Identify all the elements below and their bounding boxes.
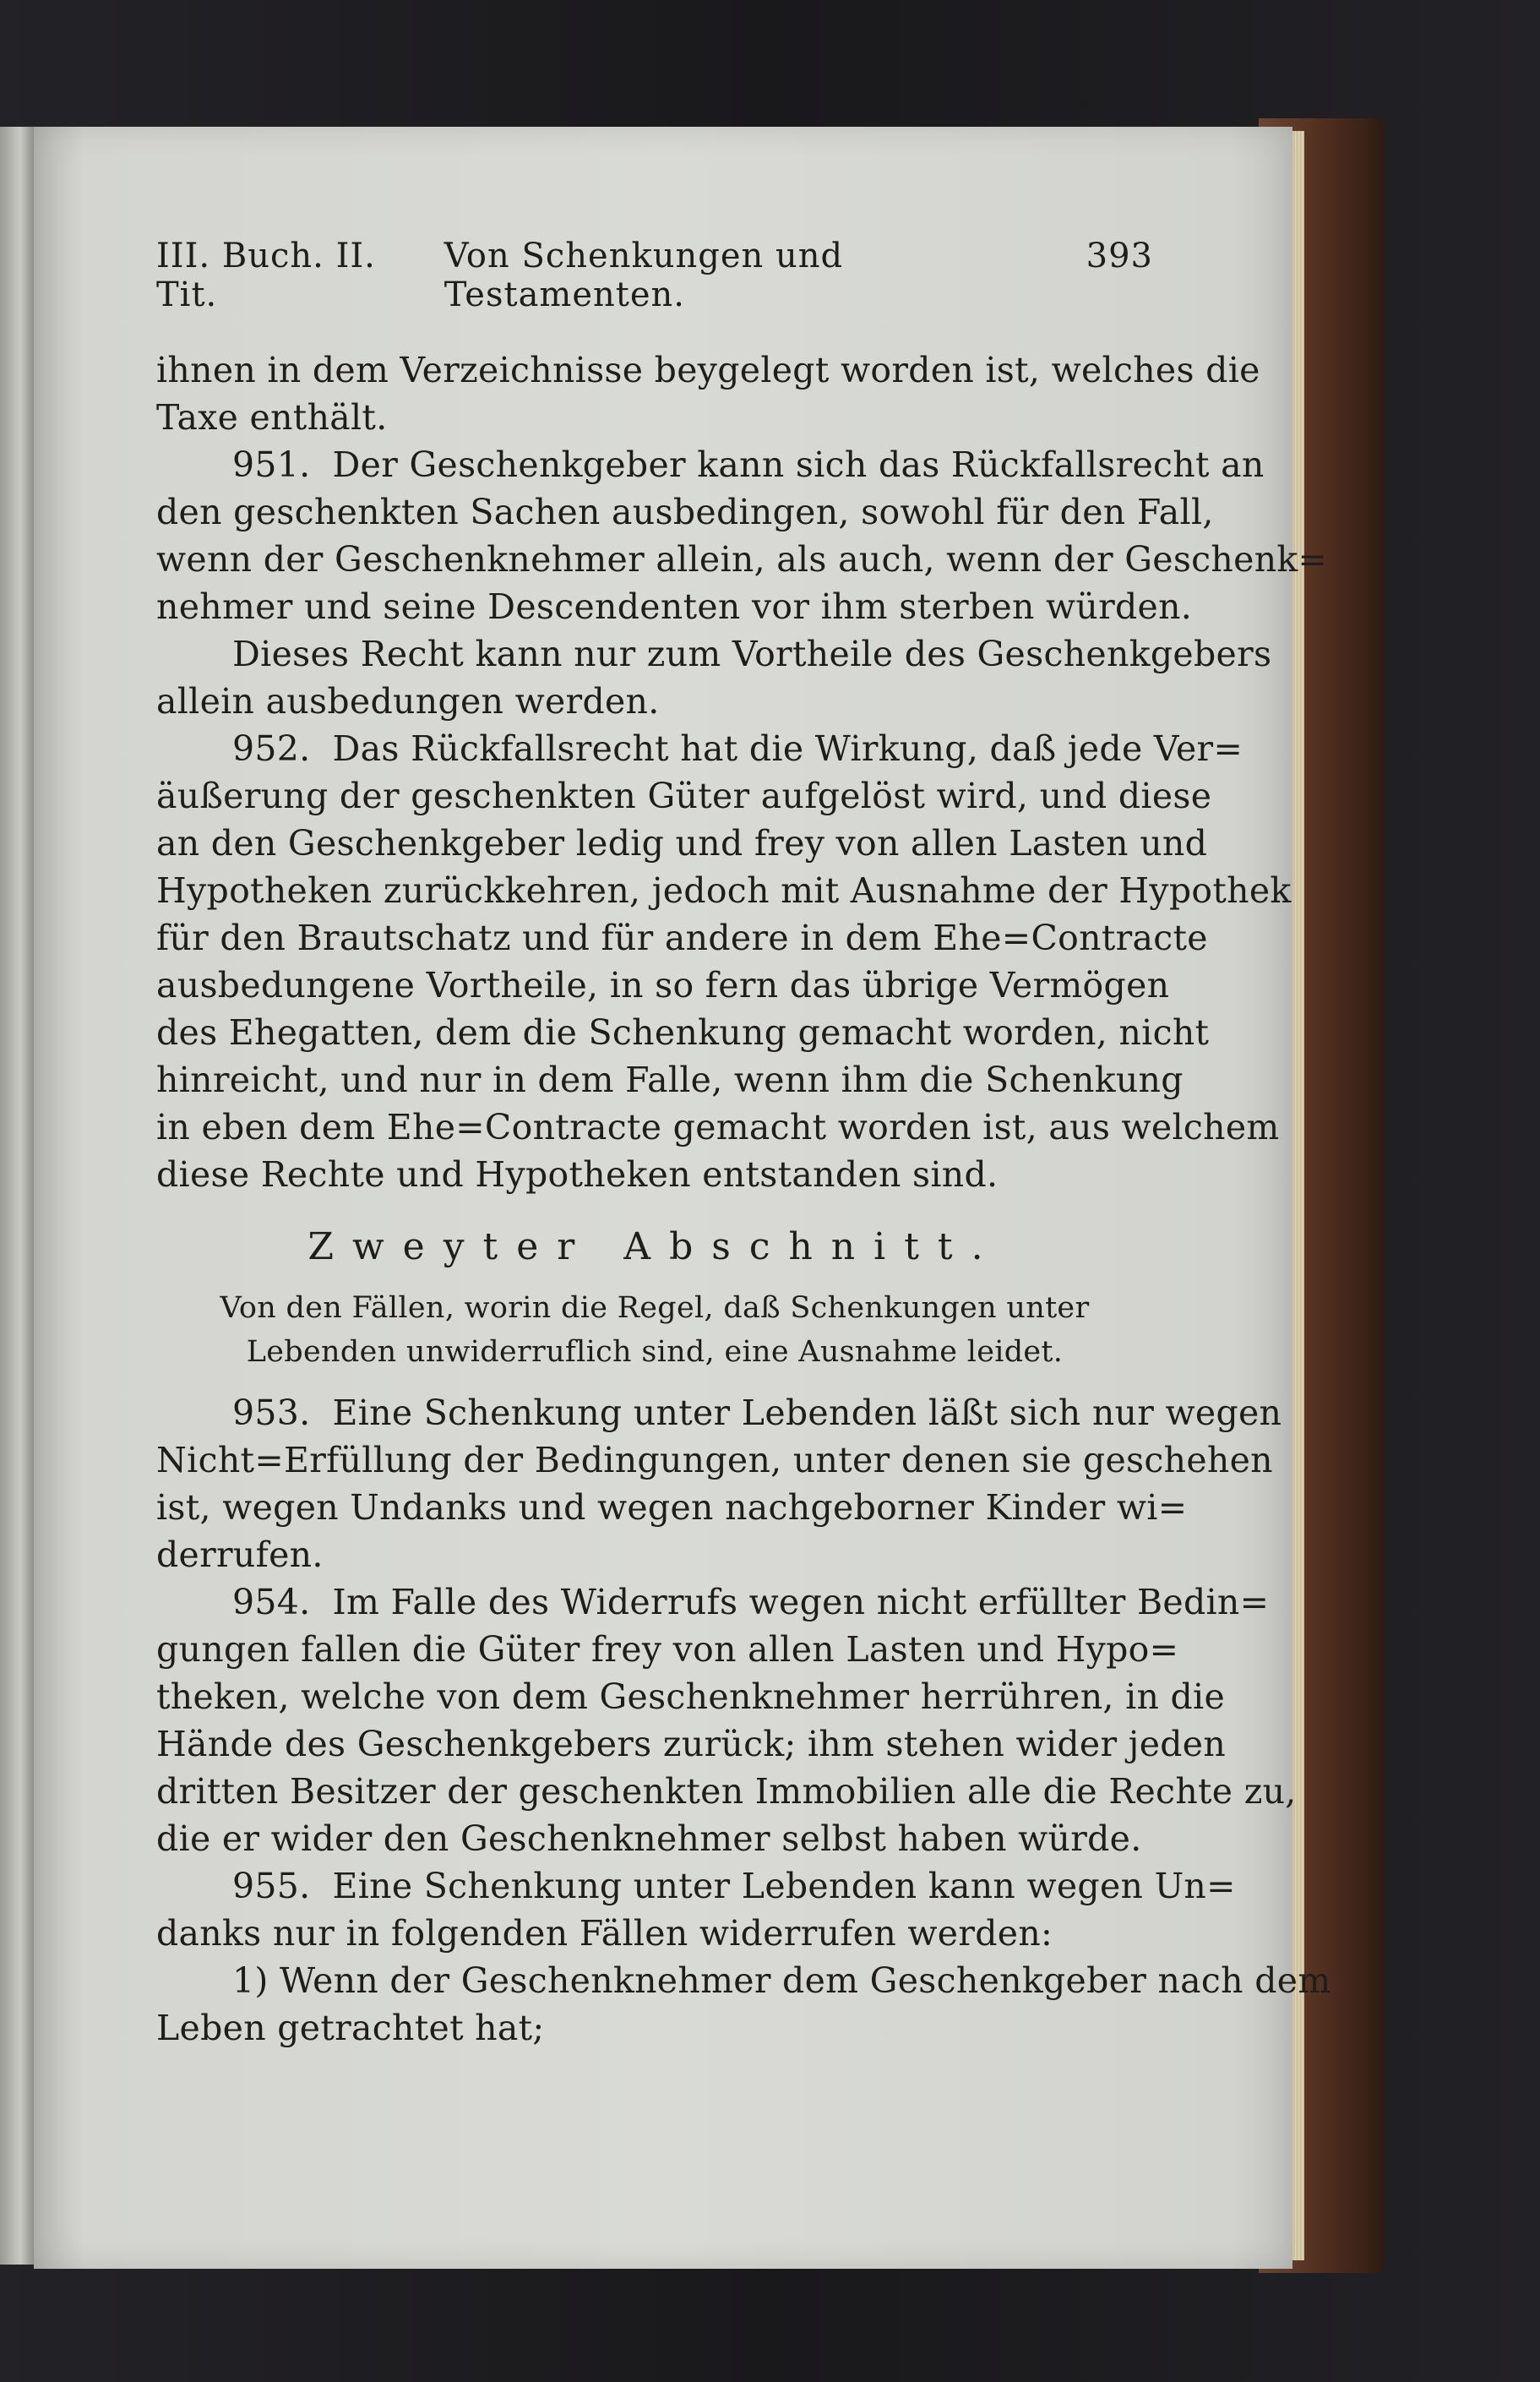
line-text: Im Falle des Widerrufs wegen nicht erfüllter Bedin= — [332, 1582, 1270, 1622]
line-text: in eben dem Ehe=Contracte gemacht worden ist, aus welchem — [156, 1107, 1280, 1147]
line-text: Nicht=Erfüllung der Bedingungen, unter denen sie geschehen — [156, 1440, 1273, 1480]
text-line — [156, 1009, 1210, 1056]
text-line — [156, 1436, 1273, 1484]
line-text: danks nur in folgenden Fällen widerrufen werden: — [156, 1913, 1053, 1954]
line-text: äußerung der geschenkten Güter aufgelöst wird, und diese — [156, 776, 1212, 816]
text-line — [156, 1720, 1227, 1768]
text-line — [156, 1389, 1282, 1436]
text-line — [156, 1862, 1236, 1910]
line-text: an den Geschenkgeber ledig und frey von allen Lasten und — [156, 823, 1208, 864]
text-line — [156, 772, 1212, 820]
text-line — [156, 1151, 1153, 1198]
line-text: wenn der Geschenknehmer allein, als auch, wenn der Geschenk= — [156, 539, 1328, 580]
page-number: 393 — [1086, 237, 1153, 275]
line-text: des Ehegatten, dem die Schenkung gemacht worden, nicht — [156, 1012, 1210, 1053]
page-text-block — [156, 237, 1331, 2052]
line-text: Das Rückfallsrecht hat die Wirkung, daß jede Ver= — [332, 728, 1243, 769]
paragraphs-top — [156, 346, 1328, 1198]
line-text: Leben getrachtet hat; — [156, 2008, 545, 2048]
line-text: allein ausbedungen werden. — [156, 681, 660, 722]
text-line — [156, 346, 1260, 394]
text-line — [156, 630, 1272, 678]
text-line — [156, 441, 1265, 488]
text-line — [156, 1815, 1153, 1862]
line-text: Eine Schenkung unter Lebenden kann wegen Un= — [332, 1866, 1236, 1906]
line-text: Dieses Recht kann nur zum Vortheile des Geschenkgebers — [232, 634, 1272, 674]
line-text: Taxe enthält. — [156, 397, 388, 438]
line-text: 1) Wenn der Geschenknehmer dem Geschenkgeber nach dem — [232, 1960, 1331, 2001]
paragraph-number: 955. — [232, 1866, 311, 1906]
line-text: Hypotheken zurückkehren, jedoch mit Ausnahme der Hypothek — [156, 870, 1292, 911]
line-text: die er wider den Geschenknehmer selbst haben würde. — [156, 1818, 1142, 1859]
text-line — [156, 1056, 1184, 1104]
text-line — [156, 1104, 1280, 1151]
previous-page-edge — [0, 127, 34, 2265]
paragraph-number: 951. — [232, 444, 311, 485]
section-heading: Zweyter Abschnitt. — [307, 1225, 1002, 1268]
line-text: Der Geschenkgeber kann sich das Rückfallsrecht an — [332, 444, 1265, 485]
paragraphs-bottom — [156, 1389, 1331, 2052]
text-line — [156, 488, 1214, 536]
text-line — [156, 820, 1208, 867]
text-line — [156, 914, 1208, 962]
text-line — [156, 1626, 1179, 1673]
book-page — [34, 127, 1331, 2269]
text-line — [156, 1484, 1188, 1531]
text-line — [156, 1910, 1153, 1957]
line-text: nehmer und seine Descendenten vor ihm sterben würden. — [156, 586, 1193, 627]
line-text: theken, welche von dem Geschenknehmer herrühren, in die — [156, 1676, 1226, 1717]
line-text: gungen fallen die Güter frey von allen Lasten und Hypo= — [156, 1629, 1179, 1670]
line-text: ihnen in dem Verzeichnisse beygelegt worden ist, welches die — [156, 350, 1260, 390]
line-text: dritten Besitzer der geschenkten Immobilien alle die Rechte zu, — [156, 1771, 1297, 1812]
text-line — [156, 583, 1193, 630]
text-line — [156, 2004, 1153, 2052]
text-line — [156, 962, 1170, 1009]
section-subtitle-line-1: Von den Fällen, worin die Regel, daß Schenkungen unter — [220, 1291, 1090, 1325]
paragraph-number: 954. — [232, 1582, 311, 1622]
line-text: den geschenkten Sachen ausbedingen, sowohl für den Fall, — [156, 492, 1214, 532]
text-line — [156, 1768, 1297, 1815]
text-line — [156, 678, 1153, 725]
line-text: derrufen. — [156, 1534, 324, 1575]
running-head — [156, 237, 1153, 314]
text-line — [156, 1578, 1270, 1626]
text-line — [156, 536, 1328, 583]
line-text: hinreicht, und nur in dem Falle, wenn ihm die Schenkung — [156, 1060, 1184, 1100]
paragraph-number: 953. — [232, 1393, 311, 1433]
paragraph-number: 952. — [232, 728, 311, 769]
line-text: diese Rechte und Hypotheken entstanden sind. — [156, 1154, 999, 1195]
line-text: ist, wegen Undanks und wegen nachgeborner Kinder wi= — [156, 1487, 1188, 1528]
running-head-chapter-title: Von Schenkungen und Testamenten. — [443, 237, 844, 314]
line-text: Eine Schenkung unter Lebenden läßt sich nur wegen — [332, 1393, 1282, 1433]
text-line — [156, 394, 1153, 441]
section-subtitle-line-2: Lebenden unwiderruflich sind, eine Ausnahme leidet. — [246, 1335, 1064, 1369]
text-line — [156, 1673, 1226, 1720]
text-line — [156, 867, 1292, 914]
text-line — [156, 1957, 1331, 2004]
running-head-book-title: III. Buch. II. Tit. — [156, 237, 376, 314]
line-text: Hände des Geschenkgebers zurück; ihm stehen wider jeden — [156, 1724, 1227, 1764]
line-text: für den Brautschatz und für andere in dem Ehe=Contracte — [156, 918, 1208, 958]
text-line — [156, 1531, 1153, 1578]
line-text: ausbedungene Vortheile, in so fern das übrige Vermögen — [156, 965, 1170, 1006]
text-line — [156, 725, 1243, 772]
